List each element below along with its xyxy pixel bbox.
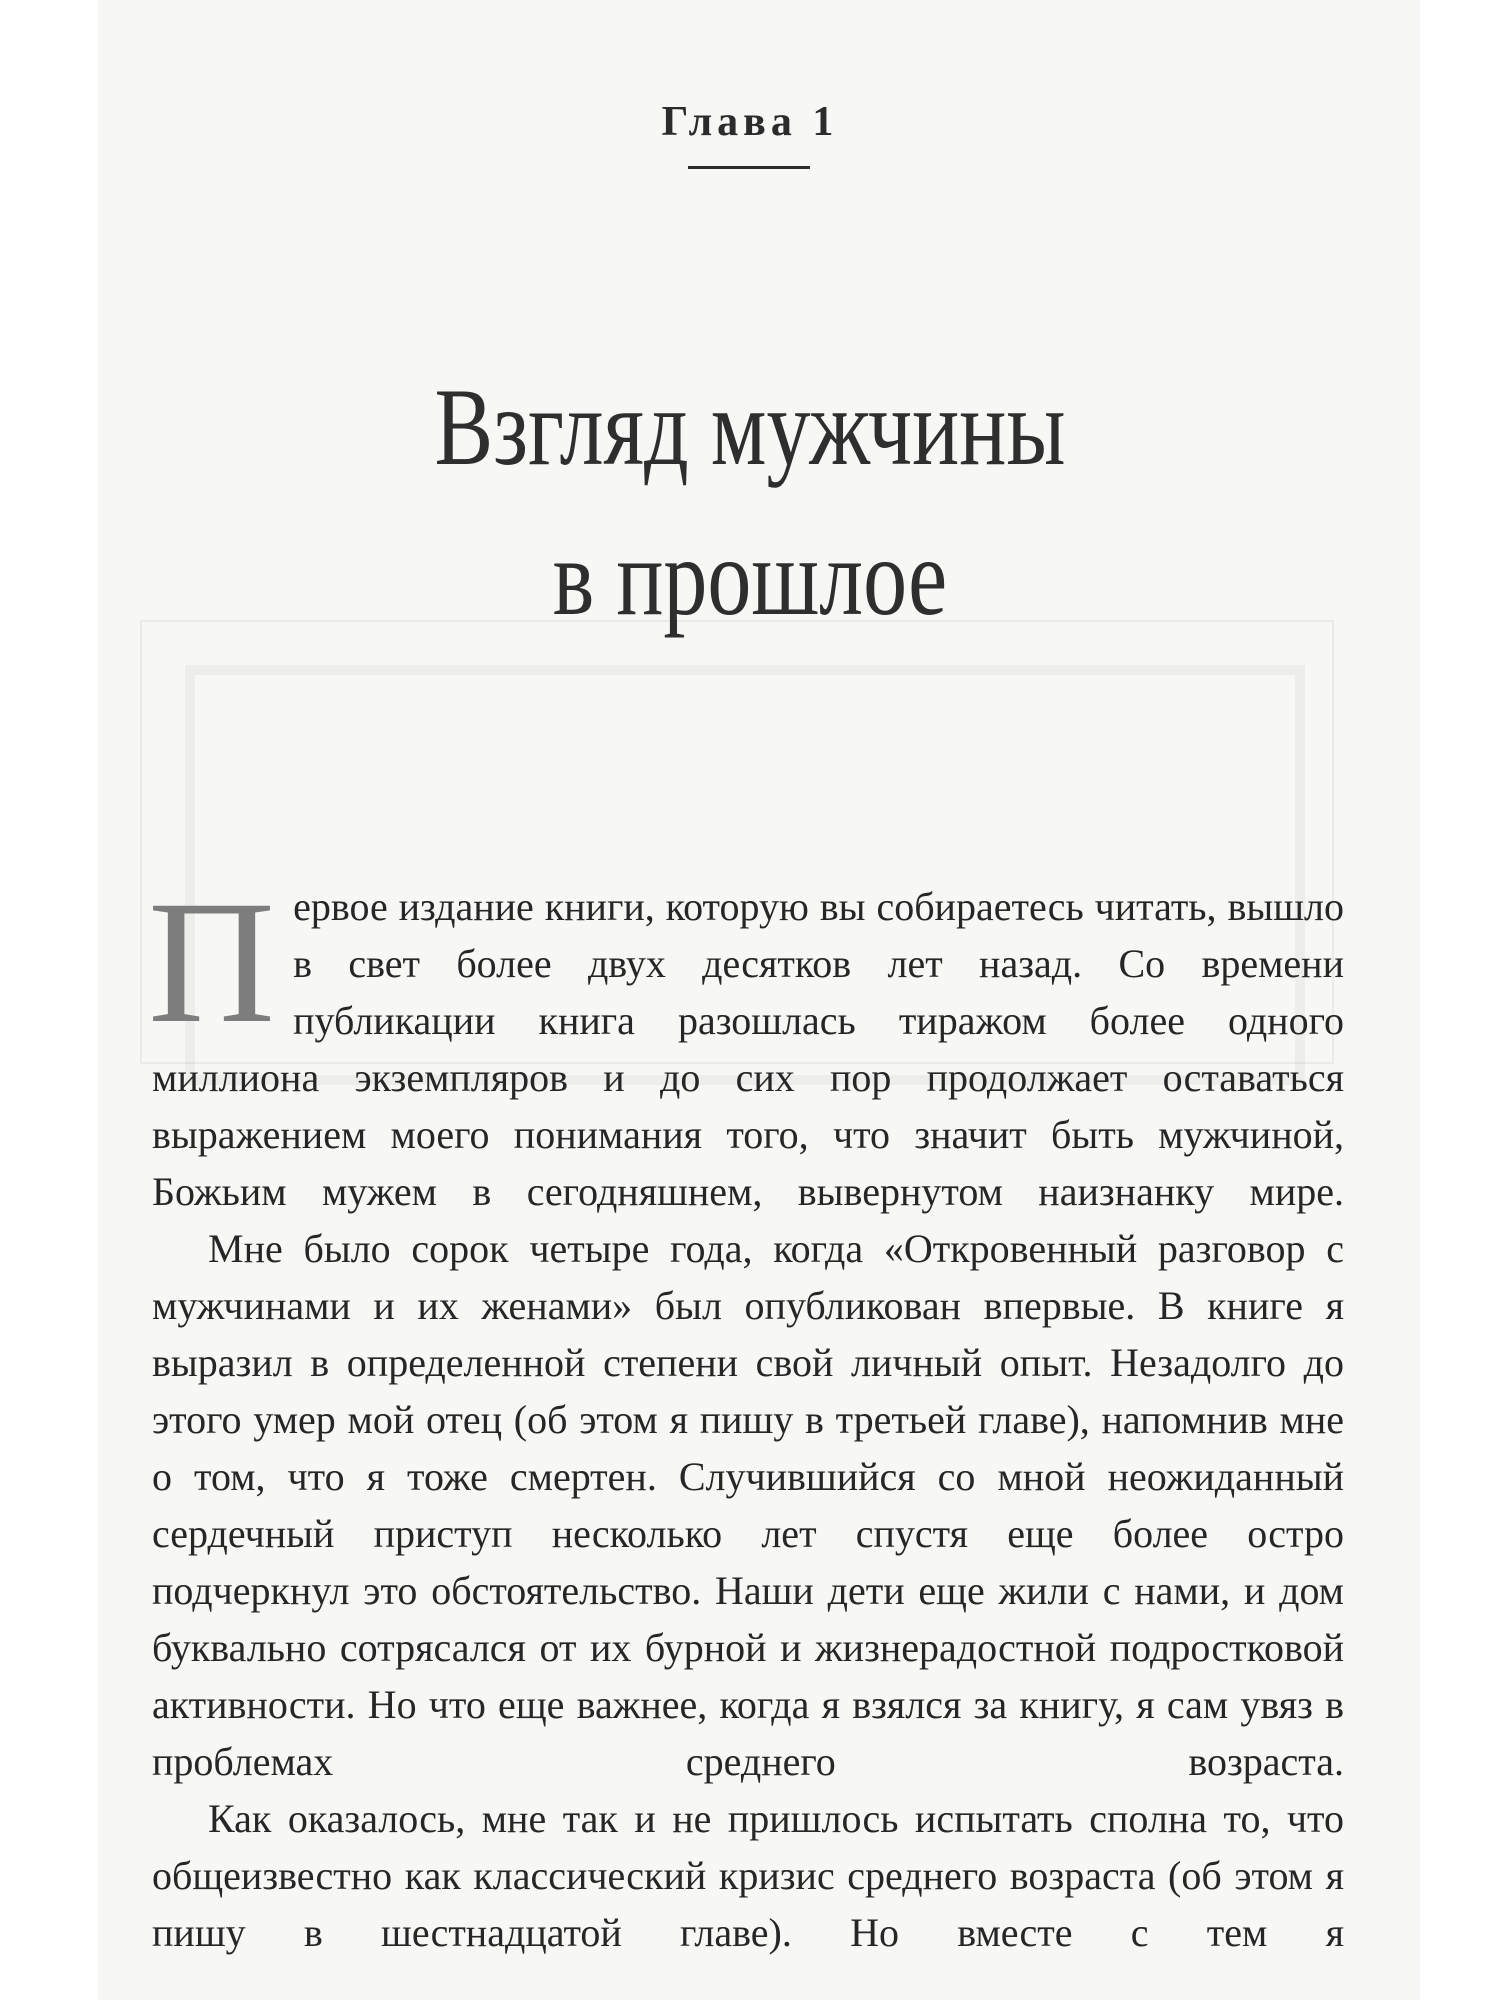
drop-cap: П	[148, 865, 276, 1060]
chapter-label: Глава 1	[661, 99, 839, 145]
chapter-rule	[688, 166, 810, 169]
body-text	[148, 865, 1344, 1961]
chapter-title-line-1: Взгляд мужчины	[434, 366, 1066, 488]
paragraph-3: Как оказалось, мне так и не пришлось испытать сполна то, что общеизвестно как классический кризис среднего возраста (об этом я пишу в шестнадцатой главе). Но вместе с тем я	[152, 1796, 1344, 1955]
paragraph-1	[148, 865, 1344, 1220]
chapter-title	[150, 352, 1350, 652]
page-margin	[1420, 0, 1500, 2000]
chapter-title-line-2: в прошлое	[552, 516, 948, 638]
paragraph-1-text: ервое издание книги, которую вы собираетесь читать, вышло в свет более двух десятков лет назад. Со времени публикации книга разошлась тиражом более одного миллиона экземпляров и до сих пор продолжает оставаться выражением моего понимания того, что значит быть мужчиной, Божьим мужем в сегодняшнем, вывернутом наизнанку мире.	[152, 884, 1344, 1214]
paragraph-2: Мне было сорок четыре года, когда «Откровенный разговор с мужчинами и их женами» был опубликован впервые. В книге я выразил в определенной степени свой личный опыт. Незадолго до этого умер мой отец (об этом я пишу в третьей главе), напомнив мне о том, что я тоже смертен. Случившийся со мной неожиданный сердечный приступ несколько лет спустя еще более остро подчеркнул это обстоятельство. Наши дети еще жили с нами, и дом буквально сотрясался от их бурной и жизнерадостной подростковой активности. Но что еще важнее, когда я взялся за книгу, я сам увяз в проблемах среднего возраста.	[152, 1226, 1344, 1784]
